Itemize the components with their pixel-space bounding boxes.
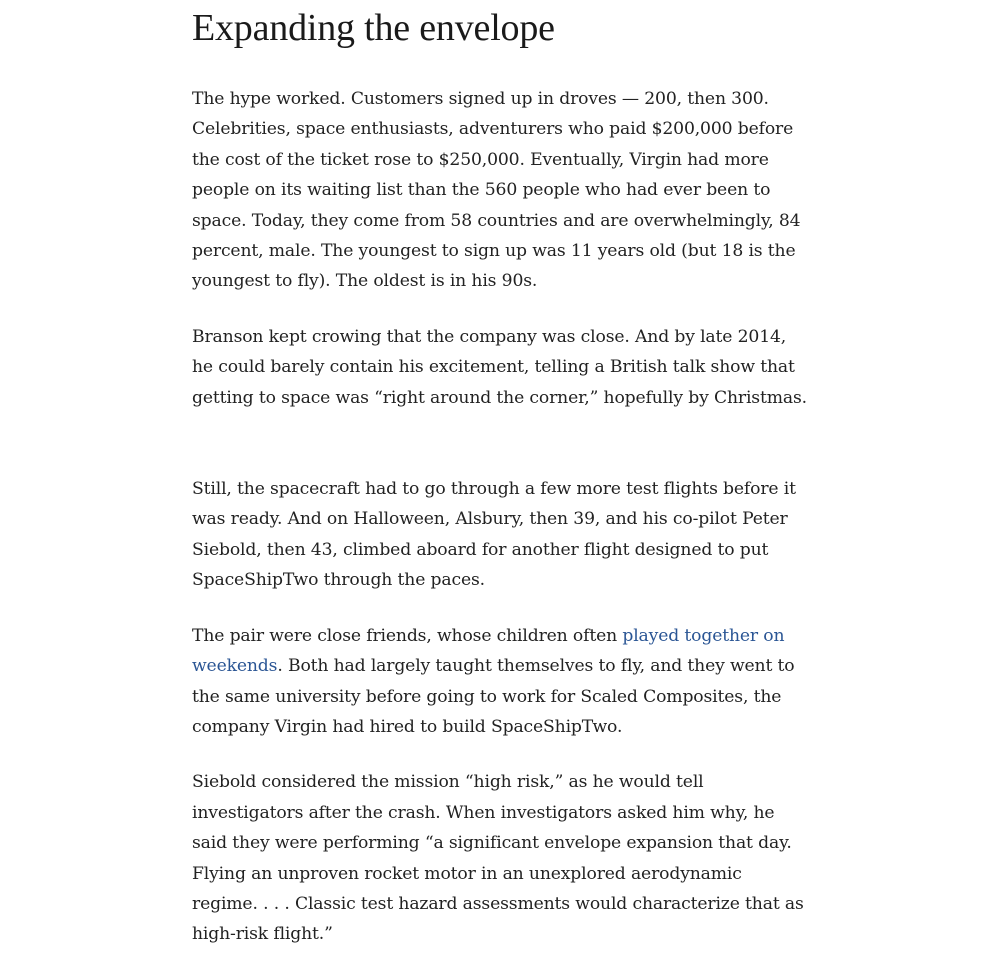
article-body [192, 0, 812, 950]
played-together-link[interactable]: played together on weekends [192, 625, 785, 677]
paragraph-test-flights: Still, the spacecraft had to go through a few more test flights before it was ready. And on Halloween, Alsbury, then 39, and his co-pilot Peter Siebold, then 43, climbed aboard for another flight designed to put SpaceShipTwo through the paces. [192, 479, 796, 591]
paragraph-branson: Branson kept crowing that the company was close. And by late 2014, he could barely contain his excitement, telling a British talk show that getting to space was “right around the corner,” hopefully by Christmas. [192, 326, 807, 408]
section-headline: Expanding the envelope [192, 7, 555, 49]
paragraph-waiting-list: The hype worked. Customers signed up in droves — 200, then 300. Celebrities, space enthusiasts, adventurers who paid $200,000 before the cost of the ticket rose to $250,000. Eventually, Virgin had more people on its waiting list than the 560 people who had ever been to space. Today, they come from 58 countries and are overwhelmingly, 84 percent, male. The youngest to sign up was 11 years old (but 18 is the youngest to fly). The oldest is in his 90s. [192, 89, 801, 292]
paragraph-text-before-link: The pair were close friends, whose children often [192, 625, 623, 646]
paragraph-high-risk: Siebold considered the mission “high risk,” as he would tell investigators after the crash. When investigators asked him why, he said they were performing “a significant envelope expansion that day. Flying an unproven rocket motor in an unexplored aerodynamic regime. . . . Classic test hazard assessments would characterize that as high-risk flight.” [192, 772, 804, 945]
paragraph-text-after-link: . Both had largely taught themselves to fly, and they went to the same university before going to work for Scaled Composites, the company Virgin had hired to build SpaceShipTwo. [192, 656, 795, 737]
paragraph-close-friends [192, 621, 812, 743]
